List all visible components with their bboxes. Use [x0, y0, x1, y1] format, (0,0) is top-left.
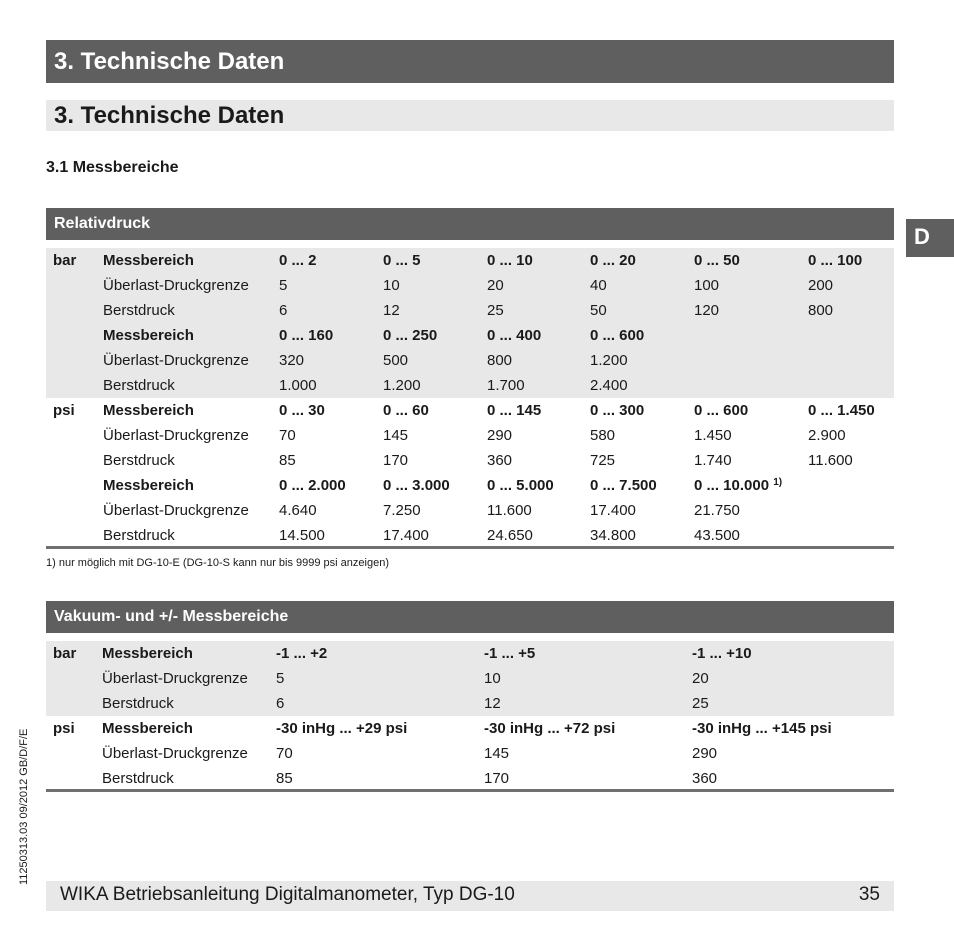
table-cell: 360 — [487, 452, 513, 469]
table-row — [46, 666, 894, 691]
table-cell: 320 — [279, 352, 305, 369]
table-cell: 7.250 — [383, 502, 421, 519]
table-cell: 17.400 — [590, 502, 636, 519]
table-cell: 725 — [590, 452, 616, 469]
table-cell: 0 ... 400 — [487, 327, 542, 344]
row-label: Berstdruck — [103, 452, 175, 469]
table-cell: 12 — [484, 695, 501, 712]
row-label: Messbereich — [102, 720, 193, 737]
row-label: Messbereich — [102, 645, 193, 662]
table-cell: 21.750 — [694, 502, 740, 519]
row-label: Messbereich — [103, 477, 194, 494]
table-cell: 25 — [692, 695, 709, 712]
table-cell: 0 ... 1.450 — [808, 402, 875, 419]
table-cell: 360 — [692, 770, 718, 787]
table-cell: 0 ... 2 — [279, 252, 317, 269]
footer-text: WIKA Betriebsanleitung Digitalmanometer, Typ DG-10 — [60, 884, 515, 905]
table-cell: 0 ... 600 — [694, 402, 749, 419]
table-row — [46, 248, 894, 273]
row-label: Berstdruck — [102, 695, 174, 712]
table-row — [46, 641, 894, 666]
table-cell: 34.800 — [590, 527, 636, 544]
table-row — [46, 423, 894, 448]
table-cell: 0 ... 160 — [279, 327, 334, 344]
table-rule — [46, 789, 894, 792]
table-cell: 145 — [484, 745, 510, 762]
table-row — [46, 741, 894, 766]
table-cell: 120 — [694, 302, 720, 319]
table-cell: 145 — [383, 427, 409, 444]
table-cell: 43.500 — [694, 527, 740, 544]
table-cell: 25 — [487, 302, 504, 319]
page-title: 3. Technische Daten — [46, 100, 894, 131]
table-cell: 6 — [279, 302, 288, 319]
table-cell: 4.640 — [279, 502, 317, 519]
table-cell: 17.400 — [383, 527, 429, 544]
table-cell: 0 ... 50 — [694, 252, 740, 269]
table-cell: 500 — [383, 352, 409, 369]
row-label: Überlast-Druckgrenze — [102, 745, 248, 762]
table-cell: 0 ... 10.000 $^{1)}$ — [694, 477, 783, 494]
table-cell: 0 ... 5 — [383, 252, 421, 269]
table-row — [46, 298, 894, 323]
table-cell: 20 — [487, 277, 504, 294]
table-cell: 70 — [279, 427, 296, 444]
footnote: 1) nur möglich mit DG-10-E (DG-10-S kann nur bis 9999 psi anzeigen) — [46, 557, 389, 569]
table-cell: 800 — [808, 302, 834, 319]
footnote-marker: 1) — [773, 477, 783, 488]
table-cell: 0 ... 20 — [590, 252, 636, 269]
table-cell: 5 — [279, 277, 288, 294]
table-cell: 85 — [276, 770, 293, 787]
language-tab: D — [906, 219, 954, 257]
table-cell: 290 — [692, 745, 718, 762]
table-cell: 11.600 — [487, 502, 532, 519]
table-cell: 800 — [487, 352, 513, 369]
table-cell: 1.000 — [279, 377, 317, 394]
subsection-heading: 3.1 Messbereiche — [46, 159, 179, 176]
table-row — [46, 348, 894, 373]
table-cell: 0 ... 600 — [590, 327, 645, 344]
table-cell: -30 inHg ... +145 psi — [692, 720, 832, 737]
table-cell: 40 — [590, 277, 607, 294]
page-title-dark: 3. Technische Daten — [46, 40, 894, 83]
table-cell: 0 ... 30 — [279, 402, 325, 419]
row-label: Berstdruck — [102, 770, 174, 787]
table-cell: 10 — [383, 277, 400, 294]
table-cell: 0 ... 10 — [487, 252, 533, 269]
table-row — [46, 691, 894, 716]
table-cell: 10 — [484, 670, 501, 687]
row-label: Überlast-Druckgrenze — [103, 502, 249, 519]
table-cell: -1 ... +5 — [484, 645, 536, 662]
row-label: Überlast-Druckgrenze — [102, 670, 248, 687]
table-cell: 2.900 — [808, 427, 846, 444]
table-cell: 1.450 — [694, 427, 732, 444]
table-row — [46, 473, 894, 498]
table-cell: 100 — [694, 277, 720, 294]
table-cell: -30 inHg ... +29 psi — [276, 720, 408, 737]
unit-label: psi — [53, 720, 75, 737]
table-cell: 290 — [487, 427, 513, 444]
table-cell: 1.200 — [590, 352, 628, 369]
table-cell: 6 — [276, 695, 285, 712]
page-number: 35 — [858, 884, 880, 905]
row-label: Berstdruck — [103, 377, 175, 394]
relativdruck-heading: Relativdruck — [46, 208, 894, 240]
table-cell: 85 — [279, 452, 296, 469]
table-cell: -1 ... +10 — [692, 645, 752, 662]
unit-label: psi — [53, 402, 75, 419]
table-row — [46, 448, 894, 473]
table-cell: 0 ... 60 — [383, 402, 429, 419]
table-cell: 1.700 — [487, 377, 525, 394]
table-cell: 580 — [590, 427, 616, 444]
table-row — [46, 498, 894, 523]
unit-label: bar — [53, 645, 77, 662]
table-row — [46, 273, 894, 298]
table-cell: 0 ... 100 — [808, 252, 863, 269]
table-cell: 1.740 — [694, 452, 732, 469]
table-cell: -30 inHg ... +72 psi — [484, 720, 616, 737]
row-label: Überlast-Druckgrenze — [103, 427, 249, 444]
row-label: Messbereich — [103, 327, 194, 344]
unit-label: bar — [53, 252, 77, 269]
row-label: Messbereich — [103, 252, 194, 269]
table-cell: 170 — [484, 770, 510, 787]
table-cell: 0 ... 300 — [590, 402, 645, 419]
vakuum-heading: Vakuum- und +/- Messbereiche — [46, 601, 894, 633]
table-cell: 170 — [383, 452, 409, 469]
table-row — [46, 373, 894, 398]
table-cell: 1.200 — [383, 377, 421, 394]
row-label: Überlast-Druckgrenze — [103, 277, 249, 294]
table-cell: 0 ... 2.000 — [279, 477, 346, 494]
table-row — [46, 716, 894, 741]
table-cell: 0 ... 3.000 — [383, 477, 450, 494]
table-rule — [46, 546, 894, 549]
page-footer — [46, 881, 894, 911]
relativdruck-table — [46, 248, 894, 548]
table-cell: 5 — [276, 670, 285, 687]
table-row — [46, 766, 894, 791]
table-cell: 200 — [808, 277, 834, 294]
table-cell: 11.600 — [808, 452, 853, 469]
table-cell: 70 — [276, 745, 293, 762]
vakuum-table — [46, 641, 894, 791]
table-cell: 0 ... 145 — [487, 402, 542, 419]
row-label: Berstdruck — [103, 527, 175, 544]
document-code: 11250313.03 09/2012 GB/D/F/E — [18, 728, 30, 885]
table-cell: 12 — [383, 302, 400, 319]
table-cell: 2.400 — [590, 377, 628, 394]
table-cell: 14.500 — [279, 527, 325, 544]
table-cell: 24.650 — [487, 527, 533, 544]
table-row — [46, 523, 894, 548]
table-cell: -1 ... +2 — [276, 645, 328, 662]
row-label: Berstdruck — [103, 302, 175, 319]
table-cell: 0 ... 250 — [383, 327, 438, 344]
table-cell: 0 ... 7.500 — [590, 477, 657, 494]
table-row — [46, 323, 894, 348]
row-label: Überlast-Druckgrenze — [103, 352, 249, 369]
row-label: Messbereich — [103, 402, 194, 419]
table-cell: 50 — [590, 302, 607, 319]
table-cell: 20 — [692, 670, 709, 687]
table-cell: 0 ... 5.000 — [487, 477, 554, 494]
table-row — [46, 398, 894, 423]
